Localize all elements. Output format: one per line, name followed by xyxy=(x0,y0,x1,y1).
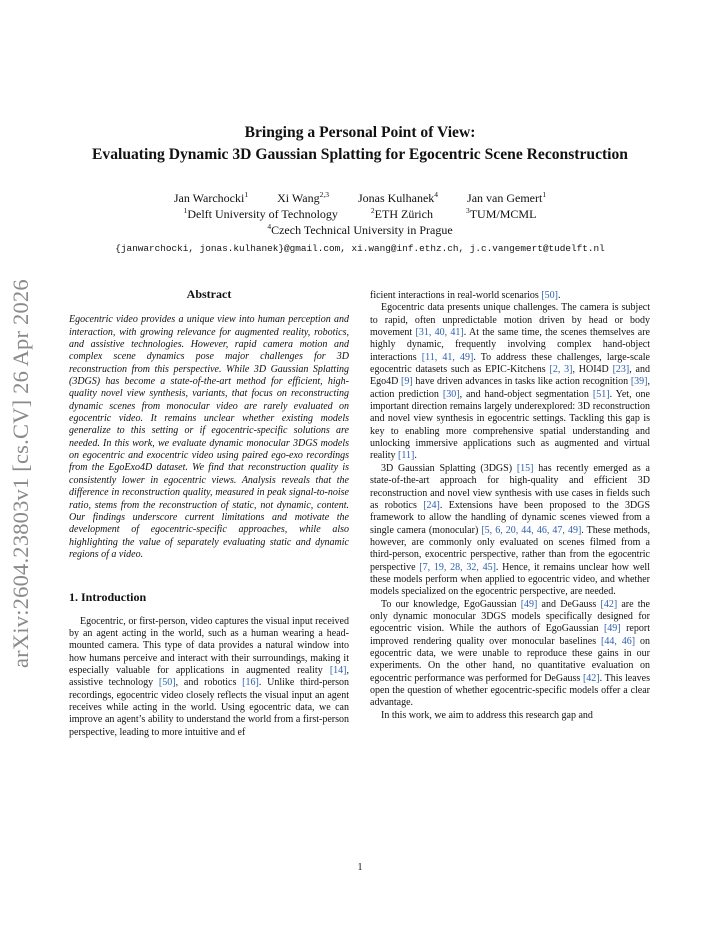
author-affiliation-mark: 1 xyxy=(542,190,547,199)
intro-paragraph-4: To our knowledge, EgoGaussian [49] and DeGauss [42] are the only dynamic monocular 3DGS models specifically designed for egocentric vision. While the authors of EgoGaussian [49] report improved rendering quality over monocular baselines [44, 46] on egocentric data, we were unable to reproduce these gains in our experiments. On the other hand, no quantitative evaluation on egocentric performance was performed for DeGauss [42]. This leaves open the question of whether egocentric-specific models offer a clear advantage. xyxy=(370,598,651,709)
affiliation-number: 1 xyxy=(183,206,188,215)
page-number: 1 xyxy=(357,862,363,873)
citation-link[interactable]: [49] xyxy=(603,623,621,635)
citation-link[interactable]: [2, 3] xyxy=(549,364,573,376)
citation-link[interactable]: [11, 41, 49] xyxy=(421,351,474,363)
author-block xyxy=(0,190,720,238)
citation-link[interactable]: [9] xyxy=(401,376,413,388)
citation-link[interactable]: [11] xyxy=(398,450,415,462)
citation-link[interactable]: [51] xyxy=(592,388,610,400)
affiliations-row xyxy=(0,206,720,222)
author-affiliation-mark: 1 xyxy=(244,190,249,199)
title-line-2: Evaluating Dynamic 3D Gaussian Splatting for Egocentric Scene Reconstruction xyxy=(92,146,628,163)
citation-link[interactable]: [49] xyxy=(520,598,538,610)
author-name: Jonas Kulhanek xyxy=(357,191,435,205)
paper-title xyxy=(0,122,720,166)
affiliation-number: 3 xyxy=(465,206,470,215)
author-name: Jan Warchocki xyxy=(173,191,245,205)
citation-link[interactable]: [31, 40, 41] xyxy=(415,327,464,339)
author-affiliation-mark: 2,3 xyxy=(319,190,329,199)
abstract-heading: Abstract xyxy=(186,287,232,301)
citation-link[interactable]: [16] xyxy=(242,677,259,689)
intro-paragraph-5: In this work, we aim to address this research gap and xyxy=(381,709,593,721)
citation-link[interactable]: [15] xyxy=(516,462,534,474)
citation-link[interactable]: [14] xyxy=(329,664,347,676)
affiliation-name: TUM/MCML xyxy=(469,207,537,221)
citation-link[interactable]: [23] xyxy=(612,364,630,376)
citation-link[interactable]: [7, 19, 28, 32, 45] xyxy=(419,561,496,573)
author-name: Jan van Gemert xyxy=(467,191,543,205)
citation-link[interactable]: [24] xyxy=(423,499,440,511)
affiliation-number: 2 xyxy=(370,206,375,215)
citation-link[interactable]: [50] xyxy=(158,677,176,689)
author-affiliation-mark: 4 xyxy=(434,190,439,199)
intro-paragraph-1-continued: ficient interactions in real-world scenarios [50]. xyxy=(370,290,561,301)
author-emails: {janwarchocki, jonas.kulhanek}@gmail.com, xi.wang@inf.ethz.ch, j.c.vangemert@tudelft.nl xyxy=(115,243,605,254)
abstract-text: Egocentric video provides a unique view into human perception and interaction, with growing relevance for augmented reality, robotics, and assistive technologies. However, rapid camera motion and complex scene dynamics pose major challenges for 3D reconstruction from this perspective. While 3D Gaussian Splatting (3DGS) has become a state-of-the-art method for efficient, high-quality novel view synthesis, variants, that focus on reconstructing dynamic scenes from monocular video are rarely evaluated on egocentric video. It remains unclear whether existing models generalize to this setting or if egocentric-specific solutions are needed. In this work, we evaluate dynamic monocular 3DGS models on egocentric and exocentric video using paired ego-exo recordings from the EgoExo4D dataset. We find that reconstruction quality is consistently lower in egocentric views. Analysis reveals that the difference in reconstruction quality, measured in peak signal-to-noise ratio, stems from the reconstruction of static, not dynamic, content. Our findings underscore current limitations and motivate the development of egocentric-specific approaches, while also highlighting the value of separately evaluating static and dynamic regions of a video. xyxy=(69,314,349,560)
affiliations-row xyxy=(0,222,720,238)
intro-paragraph-3: 3D Gaussian Splatting (3DGS) [15] has recently emerged as a state-of-the-art approach for high-quality and efficient 3D reconstruction and novel view synthesis with use cases in fields such as robotics [24]. Extensions have been proposed to the 3DGS framework to allow the handling of dynamic scenes viewed from a single camera (monocular) [5, 6, 20, 44, 46, 47, 49]. These methods, however, are commonly only evaluated on scenes filmed from a third-person, exocentric perspective, rather than from the egocentric perspective [7, 19, 28, 32, 45]. Hence, it remains unclear how well these models perform when applied to egocentric video, and whether models specialized on the egocentric perspective, are needed. xyxy=(370,462,651,598)
left-column xyxy=(69,288,349,739)
section-heading: 1. Introduction xyxy=(69,590,147,605)
affiliation-name: Delft University of Technology xyxy=(187,207,338,221)
title-line-1: Bringing a Personal Point of View: xyxy=(244,124,476,141)
affiliation-number: 4 xyxy=(267,222,272,231)
citation-link[interactable]: [42] xyxy=(582,672,600,684)
intro-paragraph-2: Egocentric data presents unique challenges. The camera is subject to rapid, often unpredictable motion driven by head or body movement [31, 40, 41]. At the same time, the scenes themselves are highly dynamic, frequently involving complex hand-object interactions [11, 41, 49]. To address these challenges, large-scale egocentric datasets such as EPIC-Kitchens [2, 3], HOI4D [23], and Ego4D [9] have driven advances in tasks like action recognition [39], action prediction [30], and hand-object segmentation [51]. Yet, one important direction remains largely underexplored: 3D reconstruction and novel view synthesis in egocentric settings. Tackling this gap is key to enabling more comprehensive spatial understanding and unlocking immersive applications such as augmented and virtual reality [11]. xyxy=(370,302,650,462)
author-name: Xi Wang xyxy=(277,191,320,205)
arxiv-side-label: arXiv:2604.23803v1 [cs.CV] 26 Apr 2026 xyxy=(8,279,33,668)
affiliation-name: ETH Zürich xyxy=(374,207,433,221)
citation-link[interactable]: [44, 46] xyxy=(601,635,636,647)
citation-link[interactable]: [42] xyxy=(600,598,618,610)
citation-link[interactable]: [39] xyxy=(630,376,648,388)
citation-link[interactable]: [50] xyxy=(541,290,558,301)
affiliation-name: Czech Technical University in Prague xyxy=(271,223,453,237)
intro-paragraph-1: Egocentric, or first-person, video captures the visual input received by an agent acting in the world, such as a human wearing a head-mounted camera. This type of data provides a natural window into how humans perceive and interact with their surroundings, making it especially valuable for applications in augmented reality [14], assistive technology [50], and robotics [16]. Unlike third-person recordings, egocentric video closely reflects the visual input an agent receives while acting in the world. Using egocentric data, we can improve an agent’s ability to understand the world from a first-person perspective, leading to more intuitive and ef xyxy=(69,615,349,738)
citation-link[interactable]: [5, 6, 20, 44, 46, 47, 49] xyxy=(481,524,582,536)
right-column xyxy=(370,290,650,722)
citation-link[interactable]: [30] xyxy=(442,388,460,400)
author-names xyxy=(0,190,720,206)
